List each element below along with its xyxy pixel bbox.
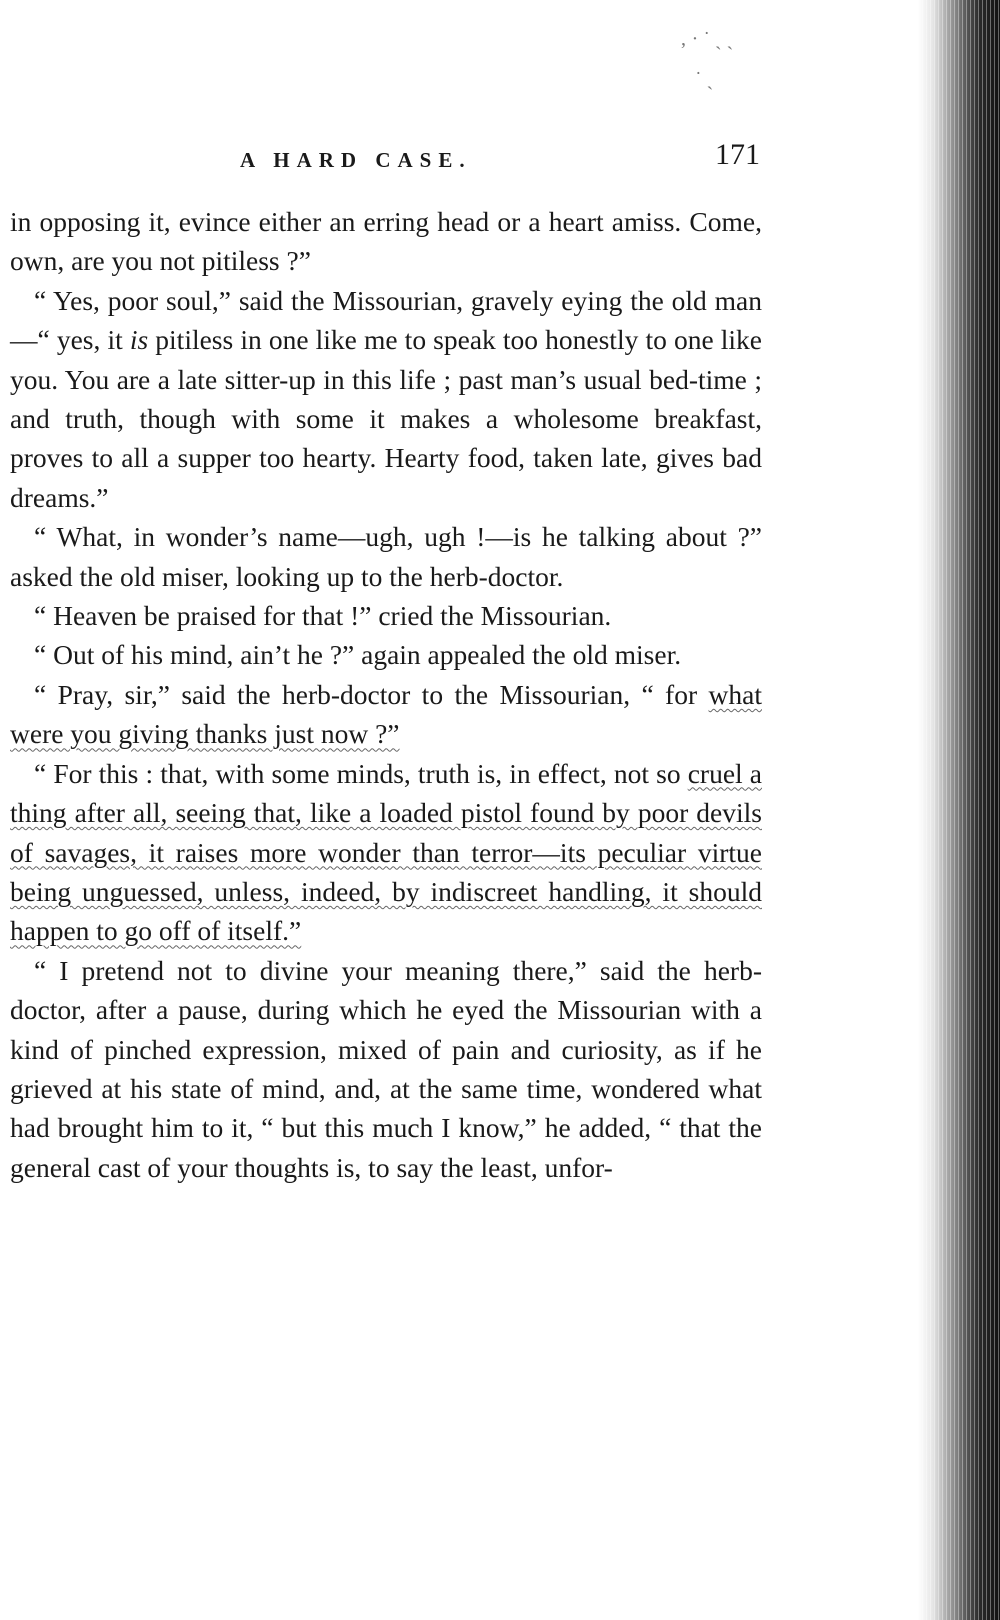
paragraph: “ I pretend not to divine your meaning there,” said the herb-doctor, after a pause, during which he eyed the Missourian with a kind of pinched expression, mixed of pain and curiosity, as if he grieved at his state of mind, and, at the same time, wondered what had brought him to it, “ but this much I know,” he added, “ that the general cast of your thoughts is, to say the least, unfor- bbox=[10, 954, 762, 1183]
book-gutter-edge bbox=[918, 0, 1000, 1620]
paragraph: “ Heaven be praised for that !” cried the Missourian. bbox=[34, 600, 612, 632]
paragraph: “ Pray, sir,” said the herb-doctor to the Missourian, “ for what were you giving thanks just now ?” bbox=[10, 678, 762, 750]
scan-speck: ˙ ˏ bbox=[695, 68, 714, 90]
scan-speck: ‚ · ˙ ˏ ˎ bbox=[680, 28, 734, 50]
running-head: A HARD CASE. bbox=[240, 148, 472, 172]
page-header bbox=[10, 138, 760, 178]
paragraph: “ Out of his mind, ain’t he ?” again appealed the old miser. bbox=[34, 639, 682, 671]
paragraph: in opposing it, evince either an erring head or a heart amiss. Come, own, are you not pitiless ?” bbox=[10, 206, 762, 277]
pencil-underline: cruel a thing after all, seeing that, like a loaded pistol found by poor devils of savages, it raises more wonder than terror—its peculiar virtue being unguessed, unless, indeed, by indiscreet handling, it should happen to go off of itself.” bbox=[10, 757, 763, 947]
pencil-underline: what were you giving thanks just now ?” bbox=[10, 678, 762, 750]
paragraph: “ For this : that, with some minds, truth is, in effect, not so cruel a thing after all, seeing that, like a loaded pistol found by poor devils of savages, it raises more wonder than terror—its peculiar virtue being unguessed, unless, indeed, by indiscreet handling, it should happen to go off of itself.” bbox=[10, 757, 763, 947]
paragraph: “ What, in wonder’s name—ugh, ugh !—is he talking about ?” asked the old miser, looking up to the herb-doctor. bbox=[10, 521, 762, 592]
body-text bbox=[10, 202, 762, 1187]
paragraph: “ Yes, poor soul,” said the Missourian, gravely eying the old man—“ yes, it is pitiless in one like me to speak too honestly to one like you. You are a late sitter-up in this life ; past man’s usual bed-time ; and truth, though with some it makes a wholesome breakfast, proves to all a supper too hearty. Hearty food, taken late, gives bad dreams.” bbox=[10, 284, 762, 513]
page-number: 171 bbox=[715, 138, 760, 171]
